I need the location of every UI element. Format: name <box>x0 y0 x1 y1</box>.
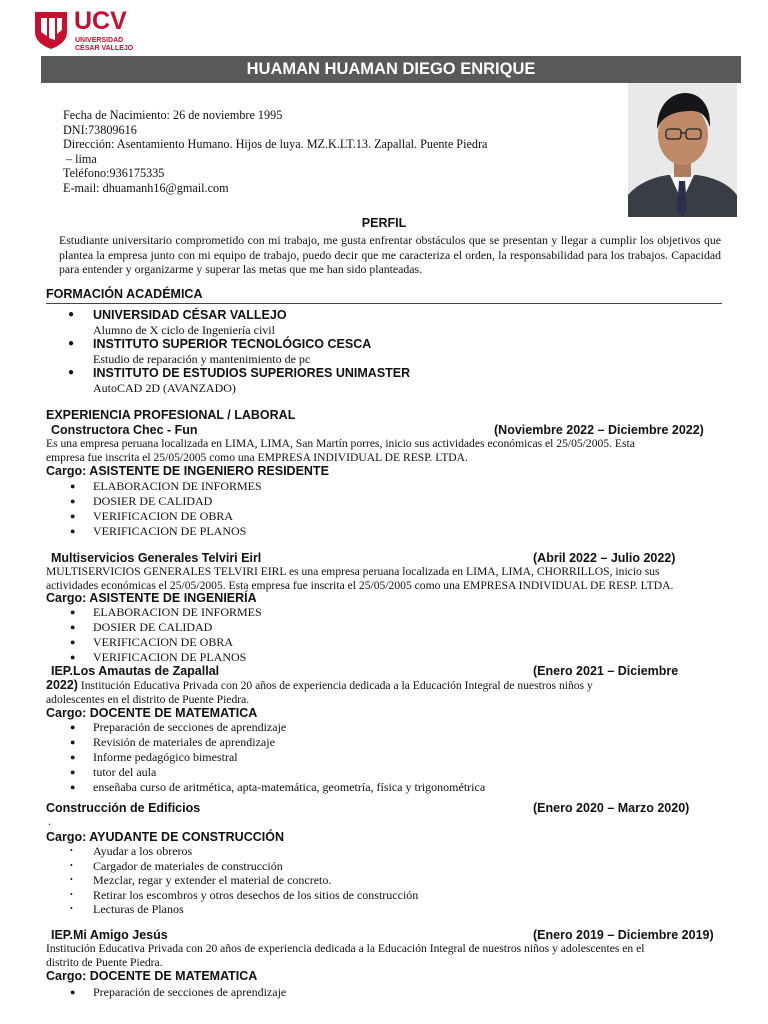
duties-list <box>70 605 262 665</box>
bullet-icon: ● <box>68 367 75 378</box>
job-description <box>46 565 756 592</box>
logo-line1: UNIVERSIDAD <box>75 37 124 44</box>
duty-item: ● DOSIER DE CALIDAD <box>70 620 213 634</box>
duty-item: ● Revisión de materiales de aprendizaje <box>70 735 275 749</box>
job-period-continuation: 2022) <box>46 678 78 692</box>
duty-item: ● tutor del aula <box>70 765 157 779</box>
duty-item: ● DOSIER DE CALIDAD <box>70 494 213 508</box>
duty-item: ● Preparación de secciones de aprendizaje <box>70 985 287 999</box>
ucv-logo <box>34 7 134 52</box>
stray-mark: . <box>48 815 51 828</box>
bullet-icon: • <box>70 860 73 870</box>
job-description-line: empresa fue inscrita el 25/05/2005 como una EMPRESA INDIVIDUAL DE RESP. LTDA. <box>46 450 468 464</box>
duty-item: ● VERIFICACION DE OBRA <box>70 509 234 523</box>
duty-item: ● VERIFICACION DE OBRA <box>70 635 234 649</box>
formacion-heading: FORMACIÓN ACADÉMICA <box>46 287 203 301</box>
experiencia-heading: EXPERIENCIA PROFESIONAL / LABORAL <box>46 408 296 422</box>
address-line-2: – lima <box>66 151 97 166</box>
job-cargo: Cargo: DOCENTE DE MATEMATICA <box>46 706 258 720</box>
birth-date: Fecha de Nacimiento: 26 de noviembre 1995 <box>63 108 283 122</box>
duty-item: ● Preparación de secciones de aprendizaje <box>70 720 287 734</box>
institution-name: INSTITUTO DE ESTUDIOS SUPERIORES UNIMASTER <box>93 366 411 380</box>
institution-name: INSTITUTO SUPERIOR TECNOLÓGICO CESCA <box>93 337 372 351</box>
bullet-icon: • <box>70 889 73 899</box>
job-description <box>46 678 736 706</box>
duty-item: • Cargador de materiales de construcción <box>70 858 283 873</box>
duty-item: ● VERIFICACION DE PLANOS <box>70 650 247 664</box>
job-period: (Enero 2020 – Marzo 2020) <box>533 801 690 815</box>
bullet-icon: ● <box>70 622 76 632</box>
bullet-icon: ● <box>70 752 76 762</box>
bullet-icon: ● <box>70 481 76 491</box>
duty-item: • Lecturas de Planos <box>70 902 184 916</box>
name-banner: HUAMAN HUAMAN DIEGO ENRIQUE <box>41 56 741 83</box>
education-detail: Estudio de reparación y mantenimiento de pc <box>93 352 311 366</box>
duties-list <box>70 720 485 795</box>
job-company: Constructora Chec - Fun <box>51 423 198 437</box>
bullet-icon: ● <box>70 737 76 747</box>
dni: DNI:73809616 <box>63 122 137 137</box>
profile-photo <box>628 83 737 217</box>
job-description <box>46 437 736 464</box>
job-company: IEP.Los Amautas de Zapallal <box>51 664 220 678</box>
duty-item: ● VERIFICACION DE PLANOS <box>70 524 247 538</box>
bullet-icon: ● <box>70 607 76 617</box>
duty-item: ● ELABORACION DE INFORMES <box>70 605 262 619</box>
bullet-icon: • <box>70 846 73 855</box>
job-company: Multiservicios Generales Telviri Eirl <box>51 551 262 565</box>
job-period: (Enero 2019 – Diciembre 2019) <box>533 928 714 942</box>
ucv-shield-icon <box>34 10 68 50</box>
phone: Teléfono:936175335 <box>63 166 165 180</box>
bullet-icon: • <box>70 904 73 913</box>
logo-brand: UCV <box>74 7 127 35</box>
job-period: (Noviembre 2022 – Diciembre 2022) <box>494 423 704 437</box>
section-divider <box>46 303 722 304</box>
institution-name: UNIVERSIDAD CÉSAR VALLEJO <box>93 308 287 322</box>
job-cargo: Cargo: ASISTENTE DE INGENIERÍA <box>46 591 257 605</box>
bullet-icon: ● <box>68 338 75 349</box>
job-company: IEP.Mi Amigo Jesús <box>51 928 168 942</box>
bullet-icon: ● <box>70 496 76 506</box>
bullet-icon: ● <box>70 722 76 732</box>
duty-item: • Mezclar, regar y extender el material de concreto. <box>70 873 332 887</box>
job-description-line: Institución Educativa Privada con 20 años de experiencia dedicada a la Educación Integral de nuestros niños y adolescentes en el <box>46 942 645 955</box>
job-description-line: actividades económicas el 25/05/2005. Esta empresa fue inscrita el 25/05/2005 como una EMPRESA INDIVIDUAL DE RESP. LTDA. <box>46 578 674 592</box>
job-period: (Enero 2021 – Diciembre <box>533 664 679 678</box>
email: E-mail: dhuamanh16@gmail.com <box>63 180 229 195</box>
duties-list <box>70 844 418 917</box>
duties-list <box>70 479 262 539</box>
job-cargo: Cargo: DOCENTE DE MATEMATICA <box>46 969 258 983</box>
bullet-icon: ● <box>70 782 76 792</box>
person-portrait-icon <box>628 83 737 217</box>
job-description <box>46 942 736 969</box>
duties-list <box>70 985 286 1000</box>
bullet-icon: ● <box>70 511 76 521</box>
perfil-text: Estudiante universitario comprometido con mi trabajo, me gusta enfrentar obstáculos que se presentan y llegar a cumplir los objetivos que plantea la empresa junto con mi equipo de trabajo, puedo decir que me caracteriza el orden, la responsabilidad para los trabajos. Capacidad para entender y organizarme y superar las metas que me han sido planteadas. <box>59 233 721 276</box>
bullet-icon: ● <box>70 526 76 536</box>
job-cargo: Cargo: ASISTENTE DE INGENIERO RESIDENTE <box>46 464 329 478</box>
bullet-icon: • <box>70 875 73 884</box>
bullet-icon: ● <box>70 652 76 662</box>
contact-info <box>63 108 528 195</box>
job-description-line: MULTISERVICIOS GENERALES TELVIRI EIRL es una empresa peruana localizada en LIMA, LIMA, CHORRILLOS, inicio sus <box>46 565 660 578</box>
logo-line2: CÉSAR VALLEJO <box>75 45 134 52</box>
duty-item: ● ELABORACION DE INFORMES <box>70 479 262 493</box>
duty-item: ● enseñaba curso de aritmética, apta-matemática, geometría, física y trigonométrica <box>70 780 486 794</box>
duty-item: • Ayudar a los obreros <box>70 844 193 858</box>
duty-item: ● Informe pedagógico bimestral <box>70 750 238 764</box>
perfil-heading: PERFIL <box>361 216 407 230</box>
job-cargo: Cargo: AYUDANTE DE CONSTRUCCIÓN <box>46 830 284 844</box>
bullet-icon: ● <box>70 637 76 647</box>
duty-item: • Retirar los escombros y otros desechos de los sitios de construcción <box>70 887 419 902</box>
job-description-line: Institución Educativa Privada con 20 años de experiencia dedicada a la Educación Integral de nuestros niños y <box>77 679 593 692</box>
job-description-line: Es una empresa peruana localizada en LIMA, LIMA, San Martín porres, inicio sus actividades económicas el 25/05/2005. Esta <box>46 437 635 450</box>
education-detail: Alumno de X ciclo de Ingeniería civil <box>93 323 275 337</box>
education-detail: AutoCAD 2D (AVANZADO) <box>93 381 236 395</box>
job-company: Construcción de Edificios <box>46 801 201 815</box>
bullet-icon: ● <box>68 309 75 320</box>
address-line-1: Dirección: Asentamiento Humano. Hijos de luya. MZ.K.LT.13. Zapallal. Puente Piedra <box>63 137 488 151</box>
bullet-icon: ● <box>70 987 76 997</box>
bullet-icon: ● <box>70 767 76 777</box>
job-period: (Abril 2022 – Julio 2022) <box>533 551 676 565</box>
job-description-line: distrito de Puente Piedra. <box>46 955 163 969</box>
job-description-line: adolescentes en el distrito de Puente Piedra. <box>46 692 250 706</box>
